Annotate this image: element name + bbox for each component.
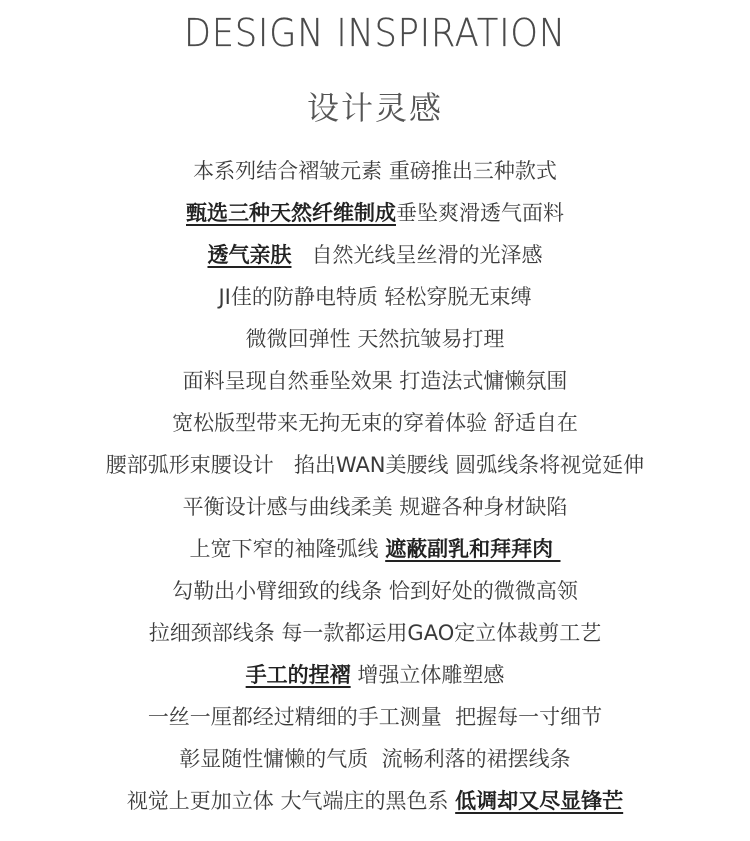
text-line [0,444,750,486]
line-text: 微微回弹性 天然抗皱易打理 [245,327,505,351]
line-text: 垂坠爽滑透气面料 [396,201,564,225]
text-line [0,360,750,402]
text-line [0,234,750,276]
line-text: 视觉上更加立体 大气端庄的黑色系 [126,789,456,813]
highlighted-text: 遮蔽副乳和拜拜肉 [385,537,561,561]
line-text: 平衡设计感与曲线柔美 规避各种身材缺陷 [182,495,568,519]
highlighted-text: 低调却又尽显锋芒 [455,789,624,813]
highlighted-text: 透气亲肤 [207,243,292,267]
text-line [0,570,750,612]
text-line [0,150,750,192]
line-text: JI佳的防静电特质 轻松穿脱无束缚 [218,285,532,309]
text-line [0,612,750,654]
text-line [0,192,750,234]
line-text: 腰部弧形束腰设计 掐出WAN美腰线 圆弧线条将视觉延伸 [105,453,645,477]
line-text: 勾勒出小臂细致的线条 恰到好处的微微高领 [172,579,578,603]
text-line [0,276,750,318]
text-line [0,402,750,444]
line-text: 自然光线呈丝滑的光泽感 [291,243,543,267]
line-text: 本系列结合褶皱元素 重磅推出三种款式 [193,159,557,183]
english-heading: DESIGN INSPIRATION [184,11,566,55]
highlighted-text: 甄选三种天然纤维制成 [186,201,396,225]
line-text: 面料呈现自然垂坠效果 打造法式慵懒氛围 [182,369,568,393]
text-line [0,696,750,738]
line-text: 拉细颈部线条 每一款都运用GAO定立体裁剪工艺 [148,621,602,645]
text-line [0,738,750,780]
text-line [0,486,750,528]
page-title: 设计灵感 [306,89,443,127]
text-line [0,528,750,570]
line-text: 上宽下窄的袖隆弧线 [189,537,386,561]
description-lines [0,150,750,822]
line-text: 宽松版型带来无拘无束的穿着体验 舒适自在 [172,411,578,435]
highlighted-text: 手工的捏褶 [245,663,351,687]
line-text: 彰显随性慵懒的气质 流畅利落的裙摆线条 [179,747,571,771]
line-text: 增强立体雕塑感 [350,663,505,687]
text-line [0,654,750,696]
text-line [0,318,750,360]
text-line [0,780,750,822]
line-text: 一丝一厘都经过精细的手工测量 把握每一寸细节 [147,705,603,729]
